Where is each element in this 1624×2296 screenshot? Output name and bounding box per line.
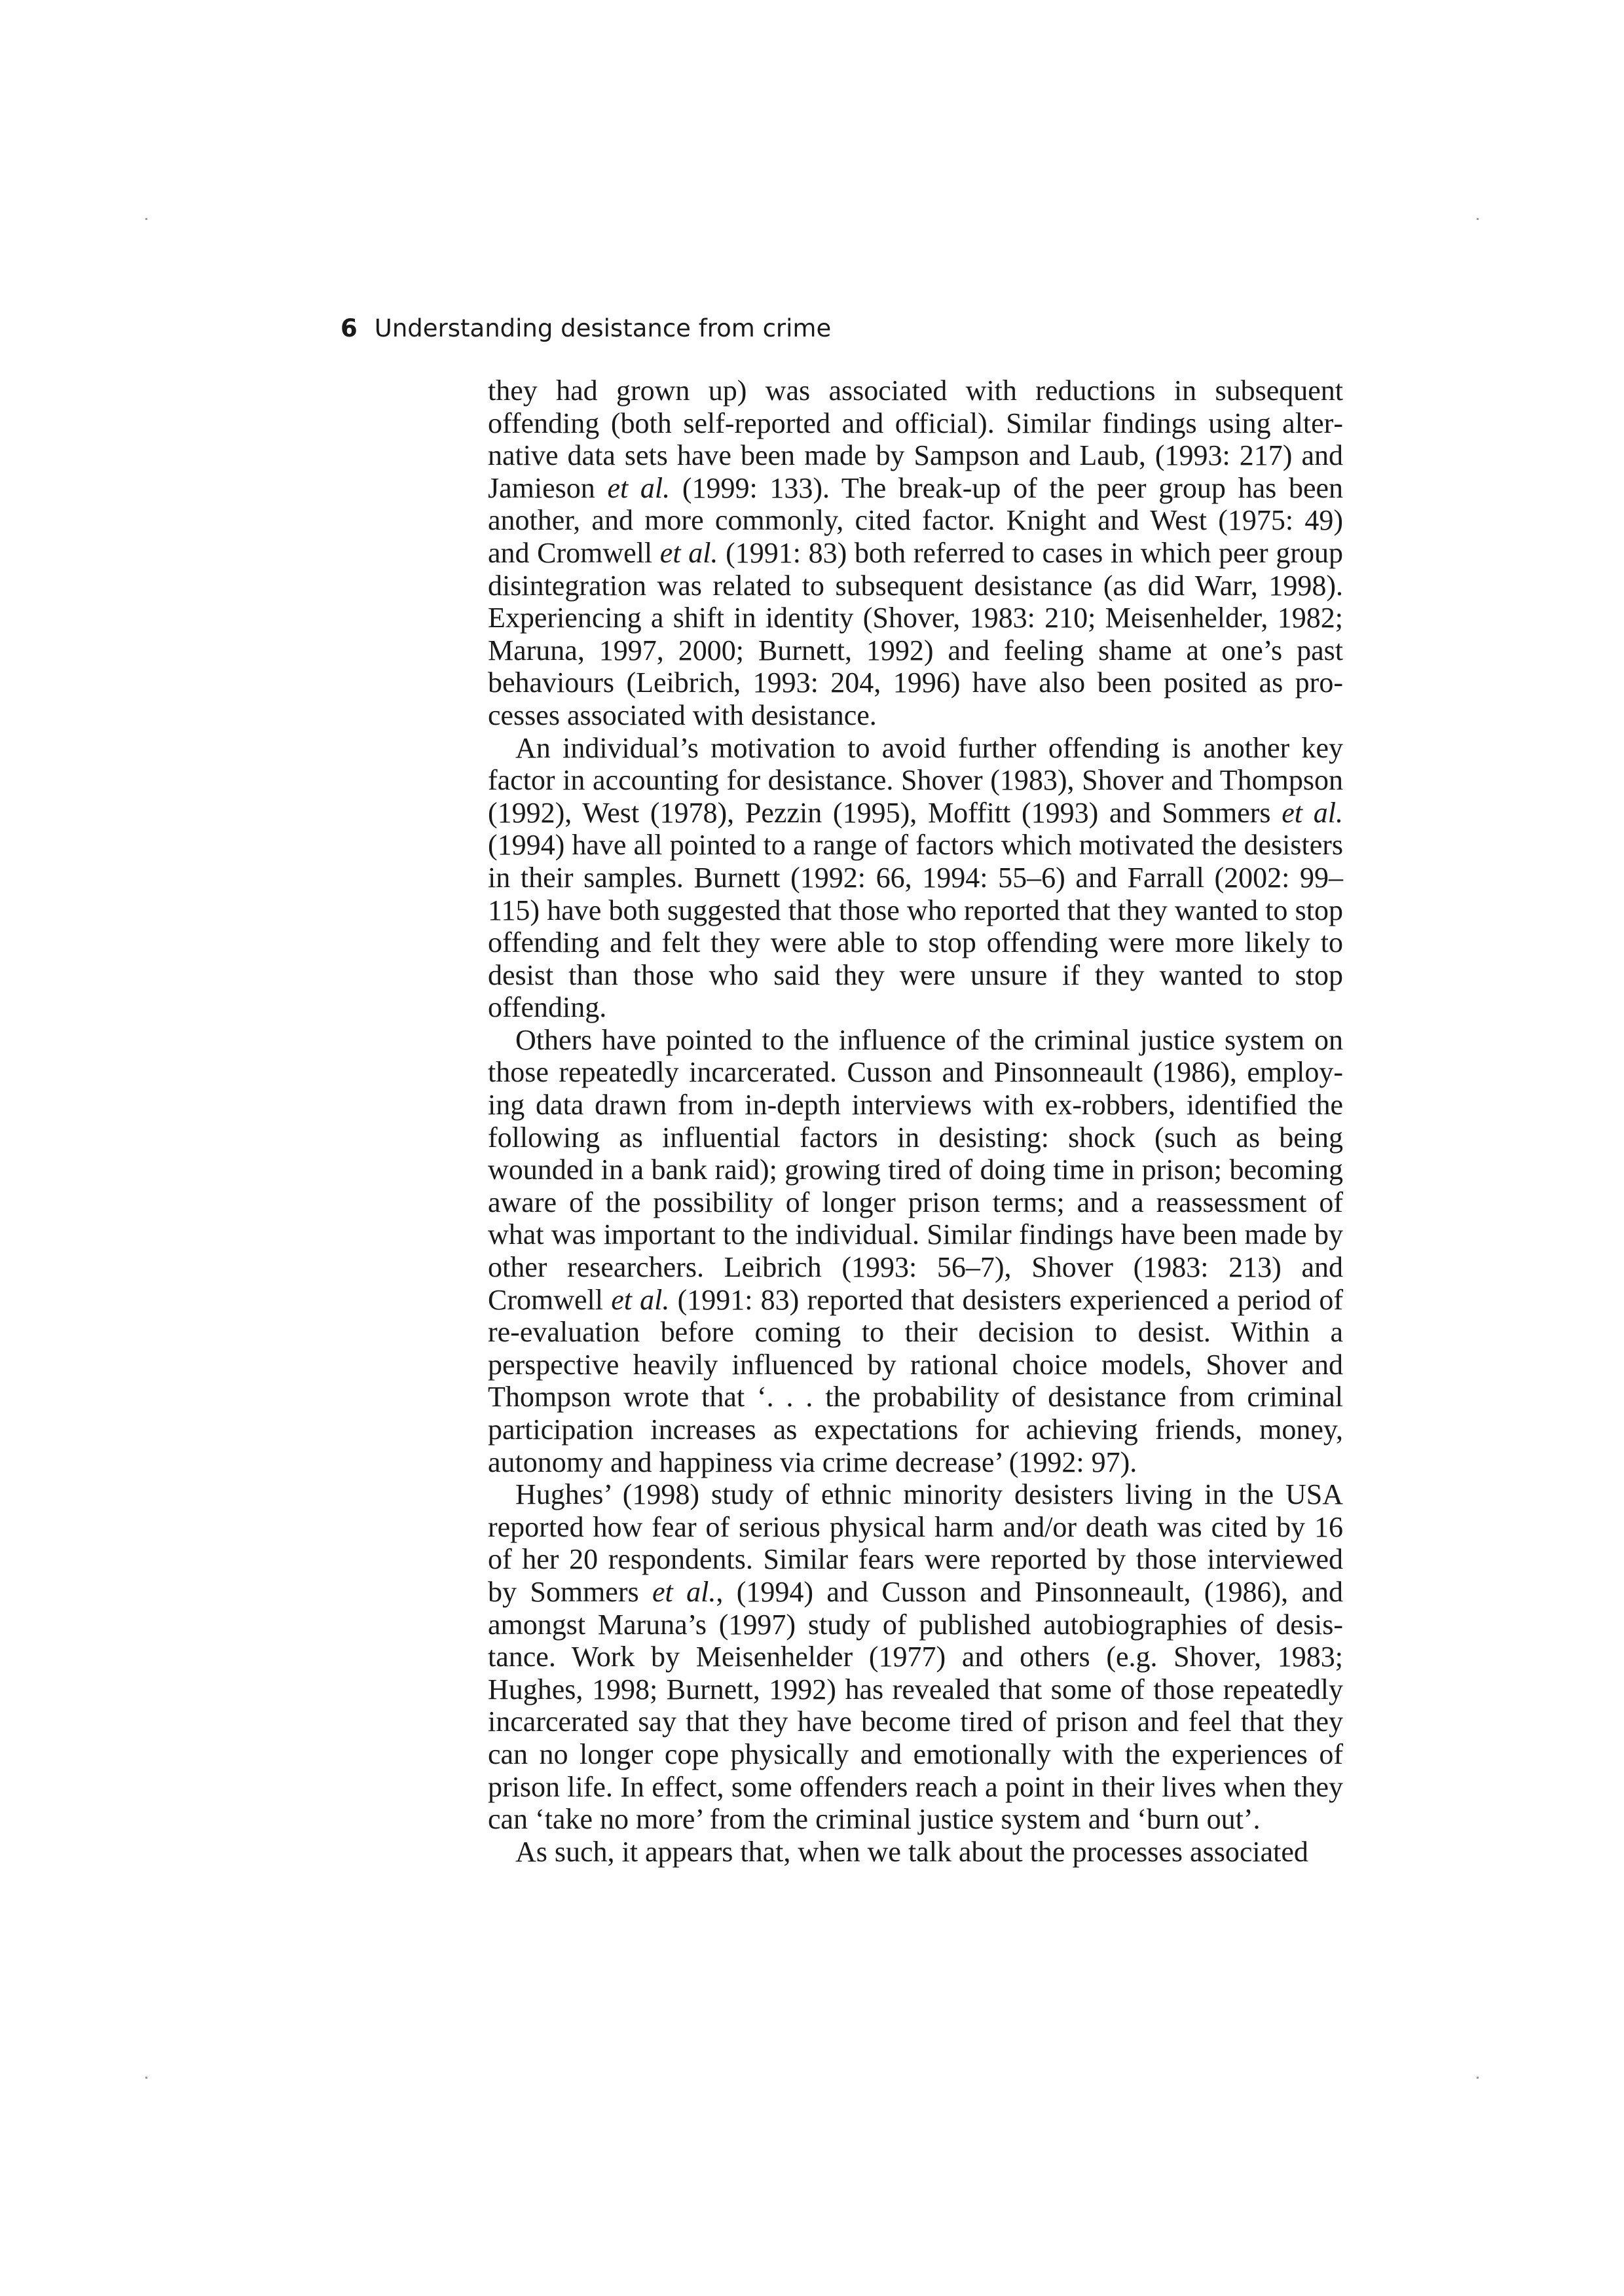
crop-mark-top-left bbox=[145, 218, 147, 220]
crop-mark-top-right bbox=[1477, 218, 1479, 220]
paragraph-2 bbox=[488, 732, 1343, 1024]
page-number: 6 bbox=[341, 314, 358, 342]
text-segment: (1991: 83) both referred to cases in which peer group disintegration was related to subsequent desistance (as did Warr, 1998). Experiencing a shift in identity (Shover, 1983: 210; Meisenhelder, 1982; Maruna, 1997, 2000; Burnett, 1992) and feeling shame at one’s past behaviours (Leibrich, 1993: 204, 1996) have also been posited as processes associated with desistance. bbox=[488, 536, 1343, 731]
crop-mark-bottom-left bbox=[145, 2077, 147, 2079]
paragraph-3 bbox=[488, 1024, 1343, 1478]
text-segment-italic: et al. bbox=[611, 1283, 670, 1316]
text-segment: Hughes’ (1998) study of ethnic minority desisters living in the USA reported how fear of serious physical harm and/or death was cited by 16 of her 20 respondents. Similar fears were reported by those interviewed by Sommers bbox=[488, 1478, 1343, 1608]
text-segment-italic: et al. bbox=[652, 1575, 716, 1608]
text-segment: (1994) have all pointed to a range of factors which motivated the desisters in their samples. Burnett (1992: 66, 1994: 55–6) and Farrall (2002: 99–115) have both suggested that those who reported that they wanted to stop offending and felt they were able to stop offending were more likely to desist than those who said they were unsure if they wanted to stop offending. bbox=[488, 829, 1343, 1024]
running-head-title: Understanding desistance from crime bbox=[374, 314, 832, 342]
text-segment-italic: et al. bbox=[1282, 796, 1343, 829]
text-segment: they had grown up) was associated with reductions in subsequent offending (both self-reported and official). Similar findings using alternative data sets have been made by Sampson and Laub, (1993: 217) and Jamieson bbox=[488, 374, 1343, 504]
running-head bbox=[341, 313, 831, 344]
crop-mark-bottom-right bbox=[1477, 2077, 1479, 2079]
text-segment: (1999: 133). The break-up of the peer group has been another, and more commonly, cited factor. Knight and West (1975: 49) and Cromwell bbox=[488, 471, 1343, 569]
text-segment-italic: et al. bbox=[607, 471, 671, 504]
paragraph-1 bbox=[488, 374, 1343, 732]
text-segment: Others have pointed to the influence of the criminal justice system on those repeatedly incarcerated. Cusson and Pinsonneault (1986), employing data drawn from in-depth interviews with ex-robbers, identified the following as influential factors in desisting: shock (such as being wounded in a bank raid); growing tired of doing time in prison; becoming aware of the possibility of longer prison terms; and a reassessment of what was important to the individual. Similar findings have been made by other researchers. Leibrich (1993: 56–7), Shover (1983: 213) and Cromwell bbox=[488, 1023, 1343, 1316]
paragraph-4 bbox=[488, 1478, 1343, 1836]
text-segment-italic: et al. bbox=[659, 536, 718, 569]
paragraph-5 bbox=[488, 1836, 1343, 1868]
text-segment: An individual’s motivation to avoid further offending is another key factor in accounting for desistance. Shover (1983), Shover and Thompson (1992), West (1978), Pezzin (1995), Moffitt (1993) and Sommers bbox=[488, 731, 1343, 829]
text-segment: (1991: 83) reported that desisters experienced a period of re-evaluation before coming to their decision to desist. Within a perspective heavily influenced by rational choice models, Shover and Thompson wrote that ‘. . . the probability of desistance from criminal participation increases as expectations for achieving friends, money, autonomy and happiness via crime decrease’ (1992: 97). bbox=[488, 1283, 1343, 1478]
text-segment: , (1994) and Cusson and Pinsonneault, (1986), and amongst Maruna’s (1997) study of published autobiographies of desistance. Work by Meisenhelder (1977) and others (e.g. Shover, 1983; Hughes, 1998; Burnett, 1992) has revealed that some of those repeatedly incarcerated say that they have become tired of prison and feel that they can no longer cope physically and emotionally with the experiences of prison life. In effect, some offenders reach a point in their lives when they can ‘take no more’ from the criminal justice system and ‘burn out’. bbox=[488, 1575, 1344, 1836]
body-text bbox=[488, 374, 1343, 1868]
text-segment: As such, it appears that, when we talk about the processes associated bbox=[515, 1835, 1308, 1868]
